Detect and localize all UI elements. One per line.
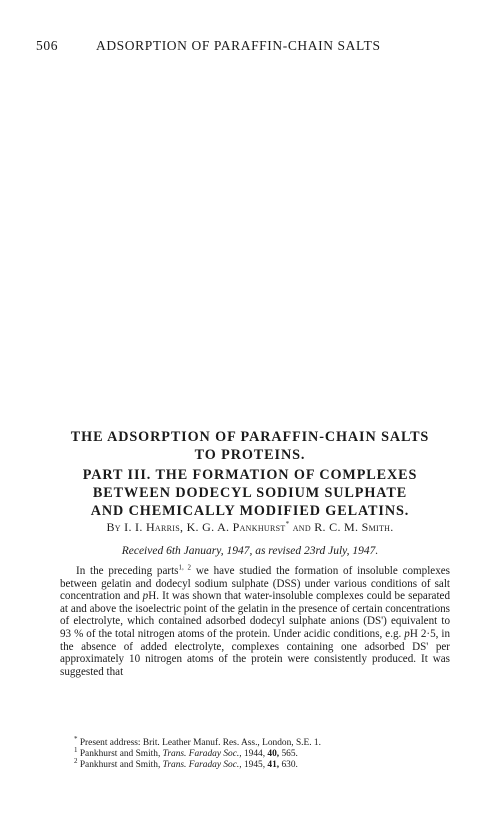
- author-footnote-mark: *: [285, 520, 290, 528]
- article-title-line2: TO PROTEINS.: [194, 447, 306, 463]
- running-title: ADSORPTION OF PARAFFIN-CHAIN SALTS: [95, 38, 381, 53]
- footnote-mark: 1: [74, 745, 78, 754]
- footnote-text: 565.: [279, 749, 298, 759]
- body-text-run: we have studied the formation of insoluble complexes between gelatin and dodecyl sodium sulphate (DSS) under various conditions of salt concentration and: [60, 565, 450, 603]
- reference-marks: 1, 2: [178, 563, 192, 572]
- page-number: 506: [36, 38, 59, 53]
- part-title: [40, 466, 460, 520]
- body-text: [60, 565, 450, 678]
- part-title-line1: PART III. THE FORMATION OF COMPLEXES: [82, 467, 418, 483]
- footnote-mark: *: [74, 734, 78, 743]
- author-smith: R. C. M. Smith.: [314, 520, 394, 534]
- author-pankhurst: K. G. A. Pankhurst: [186, 520, 286, 534]
- part-title-line2: BETWEEN DODECYL SODIUM SULPHATE: [92, 485, 408, 501]
- article-title: [40, 428, 460, 464]
- footnote-ref-2: [74, 756, 450, 771]
- footnote-text: 630.: [279, 760, 298, 770]
- footnote-text: 1945,: [241, 760, 268, 770]
- footnote-ref-1: [74, 745, 450, 760]
- paragraph: [60, 565, 450, 678]
- and-label: and: [292, 520, 311, 534]
- footnotes: [74, 734, 450, 771]
- ph-symbol: p: [142, 590, 149, 603]
- journal-name: Trans. Faraday Soc.,: [162, 760, 242, 770]
- ph-symbol-h: H: [148, 590, 157, 603]
- volume-number: 41,: [267, 760, 280, 770]
- body-text-run: . It was shown that water-insoluble complexes could be separated at and above the isoelectric point of the gelatin in the presence of certain concentrations of electrolyte, which contained adsorbed dodecyl sulphate anions (DS') equivalent to 93 % of the total nitrogen atoms of the protein. Under acidic conditions, e.g.: [60, 590, 451, 640]
- author-harris: I. I. Harris,: [124, 520, 184, 534]
- volume-number: 40,: [267, 749, 280, 759]
- article-title-line1: THE ADSORPTION OF PARAFFIN-CHAIN SALTS: [70, 429, 430, 445]
- received-date: Received 6th January, 1947, as revised 23rd July, 1947.: [121, 545, 379, 557]
- footnote-text: Pankhurst and Smith,: [77, 749, 163, 759]
- footnote-address: [74, 734, 450, 749]
- footnote-text: 1944,: [241, 749, 268, 759]
- by-label: By: [106, 520, 121, 534]
- body-text-run: In the preceding parts: [76, 565, 179, 577]
- ph-symbol: p: [404, 627, 410, 640]
- journal-name: Trans. Faraday Soc.,: [162, 749, 242, 759]
- footnote-mark: 2: [74, 756, 78, 765]
- body-text-run: 2·5, in the absence of added electrolyte, complexes containing one adsorbed DS' per approximately 10 nitrogen atoms of the protein were consistently produced. It was suggested that: [60, 627, 450, 678]
- footnote-text: Present address: Brit. Leather Manuf. Res. Ass., London, S.E. 1.: [77, 738, 321, 748]
- footnote-text: Pankhurst and Smith,: [77, 760, 163, 770]
- running-header: [36, 38, 476, 54]
- author-line: [40, 520, 460, 535]
- part-title-line3: AND CHEMICALLY MODIFIED GELATINS.: [90, 503, 410, 519]
- ph-symbol-h: H: [409, 627, 418, 640]
